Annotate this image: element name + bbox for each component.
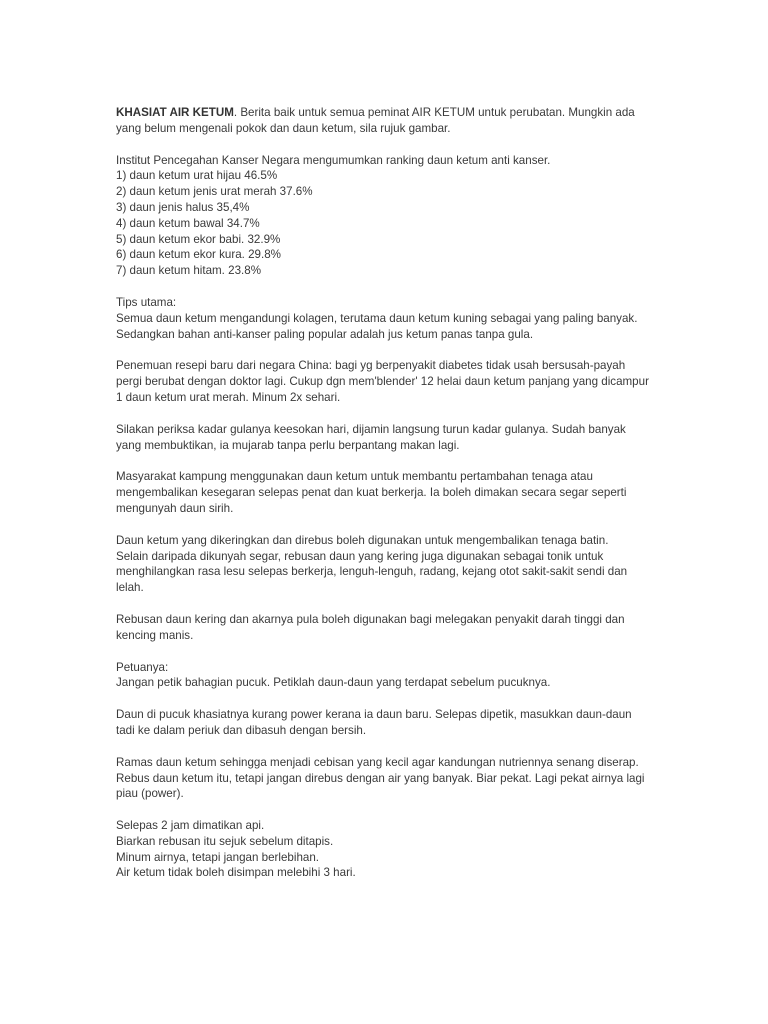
text-line: Sedangkan bahan anti-kanser paling popular adalah jus ketum panas tanpa gula.	[116, 327, 534, 341]
text-line: piau (power).	[116, 787, 184, 801]
text-line: 1) daun ketum urat hijau 46.5%	[116, 169, 278, 183]
text-line: 1 daun ketum urat merah. Minum 2x sehari.	[116, 390, 341, 404]
text-line: tadi ke dalam periuk dan dibasuh dengan bersih.	[116, 723, 367, 737]
text-line: Selain daripada dikunyah segar, rebusan daun yang kering juga digunakan sebagai tonik untuk	[116, 549, 604, 563]
paragraph	[116, 818, 656, 881]
text-line: 6) daun ketum ekor kura. 29.8%	[116, 248, 281, 262]
text-line: 3) daun jenis halus 35,4%	[116, 200, 250, 214]
text-line: lelah.	[116, 581, 144, 595]
text-line: Masyarakat kampung menggunakan daun ketum untuk membantu pertambahan tenaga atau	[116, 470, 593, 484]
text-line: Petuanya:	[116, 660, 169, 674]
text-line: kencing manis.	[116, 628, 194, 642]
intro-line: yang belum mengenali pokok dan daun ketum, sila rujuk gambar.	[116, 121, 451, 135]
text-line: pergi berubat dengan doktor lagi. Cukup dgn mem'blender' 12 helai daun ketum panjang yang dicampur	[116, 375, 649, 389]
paragraph	[116, 707, 656, 739]
paragraph	[116, 358, 656, 405]
text-line: Silakan periksa kadar gulanya keesokan hari, dijamin langsung turun kadar gulanya. Sudah banyak	[116, 422, 626, 436]
paragraph	[116, 612, 656, 644]
paragraph	[116, 755, 656, 802]
text-line: mengunyah daun sirih.	[116, 501, 234, 515]
text-line: Daun di pucuk khasiatnya kurang power kerana ia daun baru. Selepas dipetik, masukkan daun-daun	[116, 708, 632, 722]
paragraph	[116, 660, 656, 692]
intro-paragraph	[116, 105, 656, 137]
paragraph	[116, 469, 656, 516]
text-line: Jangan petik bahagian pucuk. Petiklah daun-daun yang terdapat sebelum pucuknya.	[116, 676, 551, 690]
text-line: Penemuan resepi baru dari negara China: bagi yg berpenyakit diabetes tidak usah bersusah-payah	[116, 359, 626, 373]
text-line: menghilangkan rasa lesu selepas berkerja, lenguh-lenguh, radang, kejang otot sakit-sakit sendi dan	[116, 565, 628, 579]
text-line: Air ketum tidak boleh disimpan melebihi 3 hari.	[116, 866, 356, 880]
text-line: mengembalikan kesegaran selepas penat dan kuat berkerja. Ia boleh dimakan secara segar seperti	[116, 486, 627, 500]
paragraph	[116, 422, 656, 454]
text-line: Minum airnya, tetapi jangan berlebihan.	[116, 850, 320, 864]
text-line: Daun ketum yang dikeringkan dan direbus boleh digunakan untuk mengembalikan tenaga batin.	[116, 533, 609, 547]
text-line: 5) daun ketum ekor babi. 32.9%	[116, 232, 281, 246]
text-line: 2) daun ketum jenis urat merah 37.6%	[116, 185, 313, 199]
intro-text: . Berita baik untuk semua peminat AIR KETUM untuk perubatan. Mungkin ada	[233, 106, 635, 119]
paragraph-list	[116, 153, 656, 882]
paragraph	[116, 533, 656, 596]
text-line: Rebus daun ketum itu, tetapi jangan direbus dengan air yang banyak. Biar pekat. Lagi pekat airnya lagi	[116, 771, 645, 785]
text-line: 4) daun ketum bawal 34.7%	[116, 216, 260, 230]
text-line: Biarkan rebusan itu sejuk sebelum ditapis.	[116, 834, 334, 848]
document-body	[116, 105, 656, 897]
text-line: Ramas daun ketum sehingga menjadi cebisan yang kecil agar kandungan nutriennya senang diserap.	[116, 755, 639, 769]
text-line: Selepas 2 jam dimatikan api.	[116, 819, 265, 833]
text-line: 7) daun ketum hitam. 23.8%	[116, 264, 262, 278]
paragraph	[116, 153, 656, 279]
text-line: yang membuktikan, ia mujarab tanpa perlu berpantang makan lagi.	[116, 438, 460, 452]
document-title: KHASIAT AIR KETUM	[116, 106, 234, 119]
text-line: Tips utama:	[116, 295, 177, 309]
intro-line	[116, 105, 656, 121]
text-line: Institut Pencegahan Kanser Negara mengumumkan ranking daun ketum anti kanser.	[116, 153, 551, 167]
text-line: Rebusan daun kering dan akarnya pula boleh digunakan bagi melegakan penyakit darah tinggi dan	[116, 612, 625, 626]
paragraph	[116, 295, 656, 342]
text-line: Semua daun ketum mengandungi kolagen, terutama daun ketum kuning sebagai yang paling banyak.	[116, 311, 638, 325]
